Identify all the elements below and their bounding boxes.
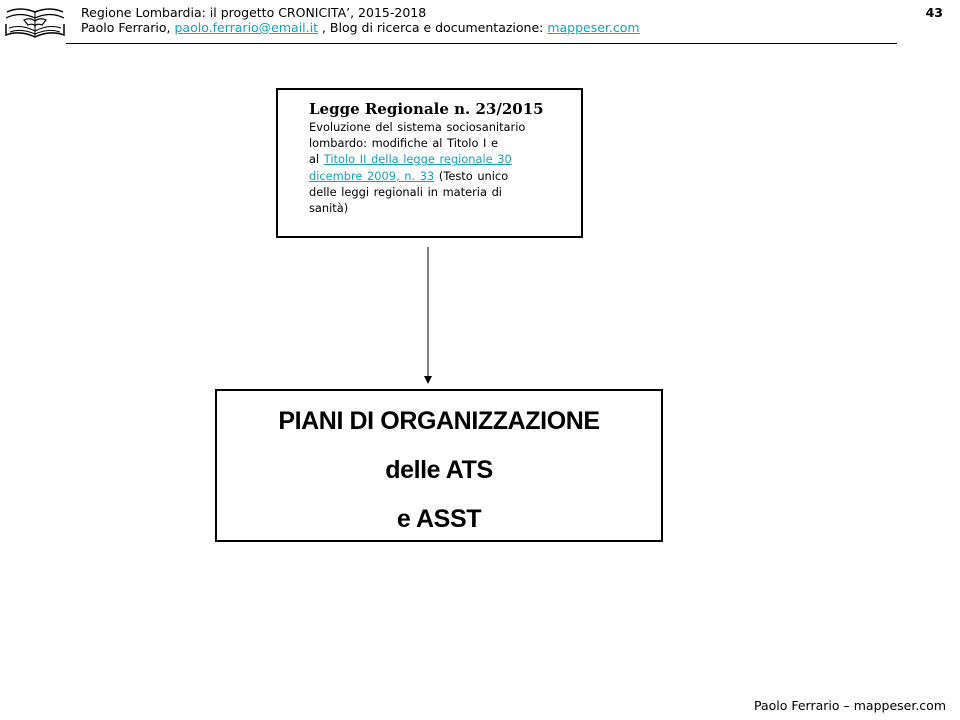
law-line: lombardo: modifiche al Titolo I e [309, 136, 499, 151]
law-line: Evoluzione del sistema sociosanitario [309, 120, 526, 134]
slide-footer: Paolo Ferrario – mappeser.com [753, 698, 946, 713]
header-title: Regione Lombardia: il progetto CRONICITA’, 2015-2018 [81, 5, 427, 20]
law-reference-link-continued[interactable]: dicembre 2009, n. 33 [309, 168, 435, 183]
header-blog-label: , Blog di ricerca e documentazione: [318, 20, 548, 35]
law-title: Legge Regionale n. 23/2015 [309, 100, 544, 118]
header-author: Paolo Ferrario, [81, 20, 175, 35]
plans-box [215, 389, 663, 542]
law-line: sanità) [309, 201, 349, 216]
blog-link[interactable]: mappeser.com [547, 20, 640, 35]
plans-title-line: PIANI DI ORGANIZZAZIONE [278, 407, 600, 435]
page-number: 43 [925, 5, 943, 20]
plans-title-line: e ASST [396, 505, 482, 533]
law-line: delle leggi regionali in materia di [309, 184, 502, 199]
law-text: (Testo unico [434, 168, 509, 183]
plans-title-line: delle ATS [385, 456, 493, 484]
law-reference-link[interactable]: Titolo II della legge regionale 30 [323, 152, 512, 167]
law-text: al [309, 152, 324, 167]
email-link[interactable]: paolo.ferrario@email.it [174, 20, 319, 35]
